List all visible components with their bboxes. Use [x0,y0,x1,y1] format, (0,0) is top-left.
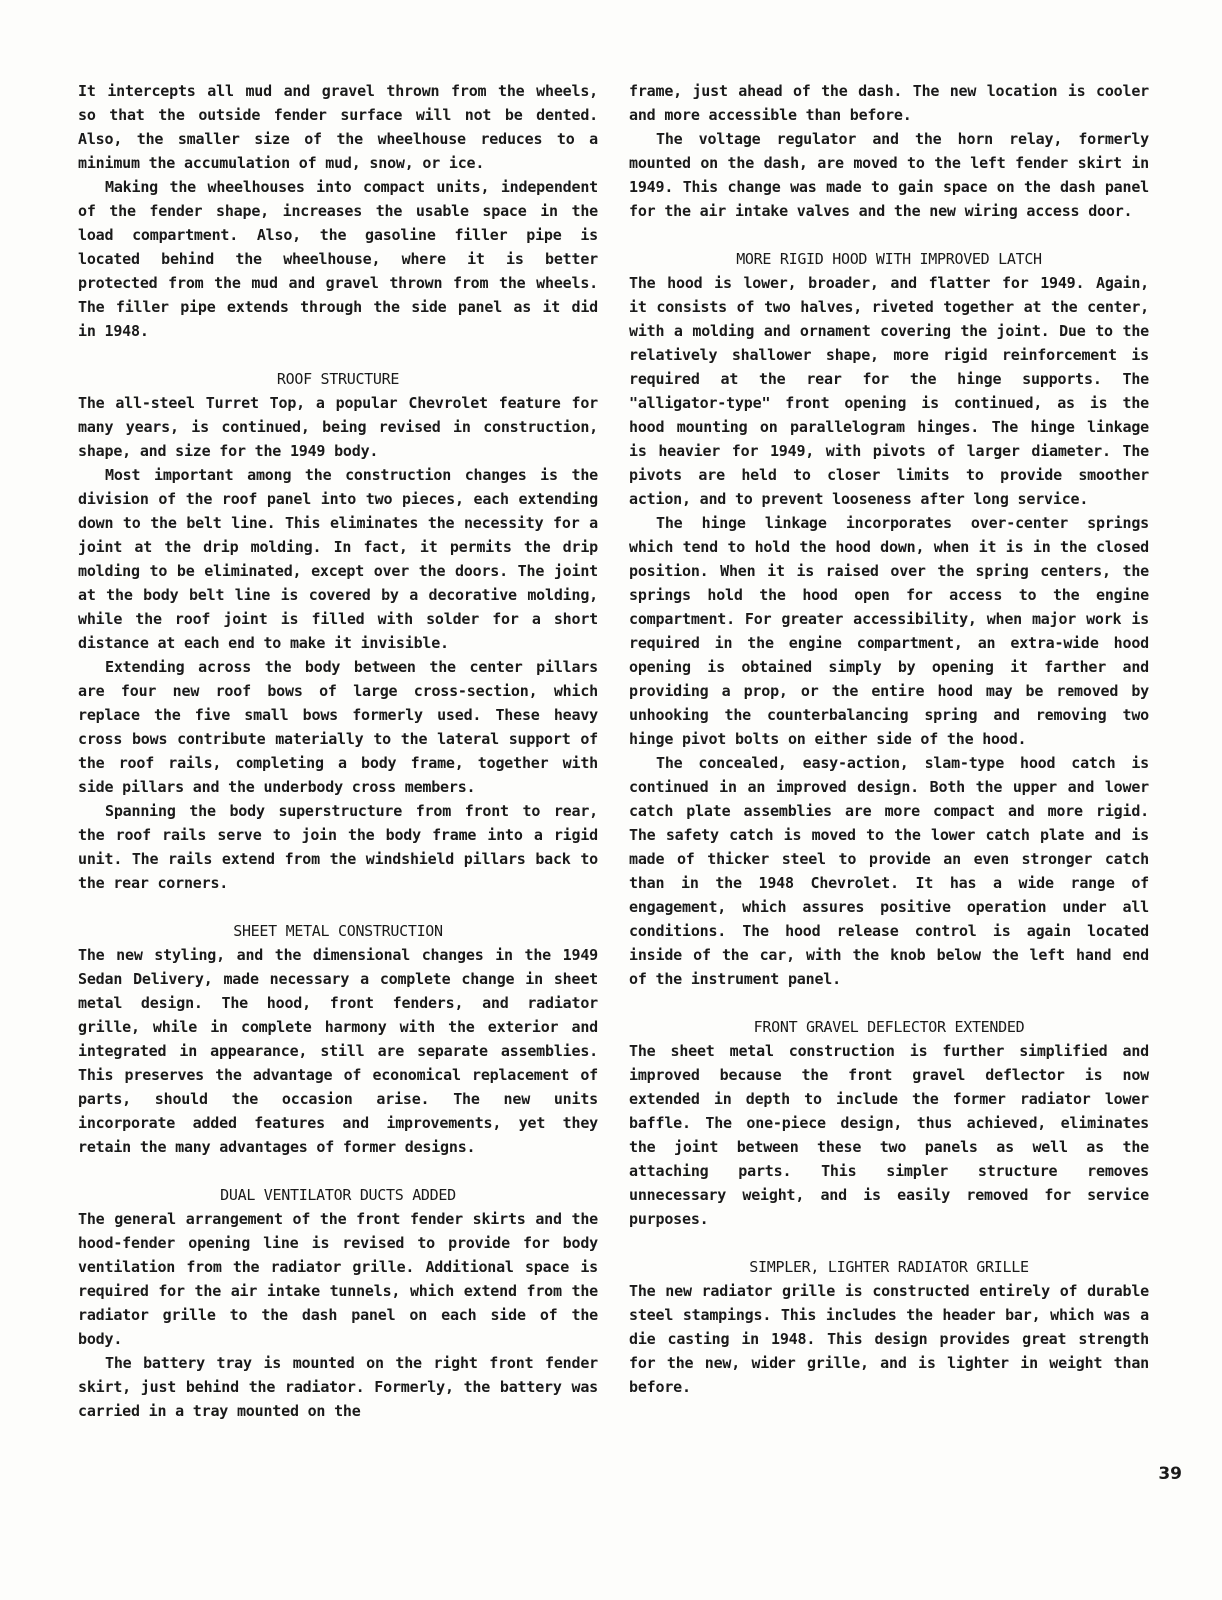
section-heading-dual-ventilator: DUAL VENTILATOR DUCTS ADDED [220,1186,456,1204]
paragraph: The voltage regulator and the horn relay, formerly mounted on the dash, are moved to the left fender skirt in 1949. This change was made to gain space on the dash panel for the air intake valves and the new wiring access door. [629,130,1149,220]
paragraph: It intercepts all mud and gravel thrown from the wheels, so that the outside fender surface will not be dented. Also, the smaller size of the wheelhouse reduces to a minimum the accumulation of mud, snow, or ice. [78,82,598,172]
paragraph: The hinge linkage incorporates over-center springs which tend to hold the hood down, when it is in the closed position. When it is raised over the spring centers, the springs hold the hood open for access to the engine compartment. For greater accessibility, when major work is required in the engine compartment, an extra-wide hood opening is obtained simply by opening it farther and providing a prop, or the entire hood may be removed by unhooking the counterbalancing spring and removing two hinge pivot bolts on either side of the hood. [629,514,1149,748]
paragraph: Spanning the body superstructure from front to rear, the roof rails serve to join the body frame into a rigid unit. The rails extend from the windshield pillars back to the rear corners. [78,802,598,892]
paragraph: Most important among the construction changes is the division of the roof panel into two pieces, each extending down to the belt line. This eliminates the necessity for a joint at the drip molding. In fact, it permits the drip molding to be eliminated, except over the doors. The joint at the body belt line is covered by a decorative molding, while the roof joint is filled with solder for a short distance at each end to make it invisible. [78,466,598,652]
paragraph: The new styling, and the dimensional changes in the 1949 Sedan Delivery, made necessary a complete change in sheet metal design. The hood, front fenders, and radiator grille, while in complete harmony with the exterior and integrated in appearance, still are separate assemblies. This preserves the advantage of economical replacement of parts, should the occasion arise. The new units incorporate added features and improvements, yet they retain the many advantages of former designs. [78,946,598,1156]
right-column [629,79,1149,1399]
paragraph: The new radiator grille is constructed entirely of durable steel stampings. This includes the header bar, which was a die casting in 1948. This design provides great strength for the new, wider grille, and is lighter in weight than before. [629,1282,1149,1396]
paragraph: Making the wheelhouses into compact units, independent of the fender shape, increases the usable space in the load compartment. Also, the gasoline filler pipe is located behind the wheelhouse, where it is better protected from the mud and gravel thrown from the wheels. The filler pipe extends through the side panel as it did in 1948. [78,178,598,340]
paragraph: Extending across the body between the center pillars are four new roof bows of large cross-section, which replace the five small bows formerly used. These heavy cross bows contribute materially to the lateral support of the roof rails, completing a body frame, together with side pillars and the underbody cross members. [78,658,598,796]
section-heading-radiator-grille: SIMPLER, LIGHTER RADIATOR GRILLE [749,1258,1029,1276]
left-column [78,79,598,1423]
section-heading-hood: MORE RIGID HOOD WITH IMPROVED LATCH [736,250,1042,268]
paragraph: The hood is lower, broader, and flatter for 1949. Again, it consists of two halves, riveted together at the center, with a molding and ornament covering the joint. Due to the relatively shallower shape, more rigid reinforcement is required at the rear for the hinge supports. The "alligator-type" front opening is continued, as is the hood mounting on parallelogram hinges. The hinge linkage is heavier for 1949, with pivots of larger diameter. The pivots are held to closer limits to provide smoother action, and to prevent looseness after long service. [629,274,1149,508]
paragraph: The concealed, easy-action, slam-type hood catch is continued in an improved design. Both the upper and lower catch plate assemblies are more compact and more rigid. The safety catch is moved to the lower catch plate and is made of thicker steel to provide an even stronger catch than in the 1948 Chevrolet. It has a wide range of engagement, which assures positive operation under all conditions. The hood release control is again located inside of the car, with the knob below the left hand end of the instrument panel. [629,754,1149,988]
paragraph: The general arrangement of the front fender skirts and the hood-fender opening line is revised to provide for body ventilation from the radiator grille. Additional space is required for the air intake tunnels, which extend from the radiator grille to the dash panel on each side of the body. [78,1210,598,1348]
section-heading-gravel-deflector: FRONT GRAVEL DEFLECTOR EXTENDED [753,1018,1025,1036]
paragraph: The sheet metal construction is further simplified and improved because the front gravel deflector is now extended in depth to include the former radiator lower baffle. The one-piece design, thus achieved, eliminates the joint between these two panels as well as the attaching parts. This simpler structure removes unnecessary weight, and is easily removed for service purposes. [629,1042,1149,1228]
section-heading-roof-structure: ROOF STRUCTURE [276,370,400,388]
paragraph: frame, just ahead of the dash. The new location is cooler and more accessible than before. [629,82,1149,124]
paragraph: The all-steel Turret Top, a popular Chevrolet feature for many years, is continued, being revised in construction, shape, and size for the 1949 body. [78,394,598,460]
paragraph: The battery tray is mounted on the right front fender skirt, just behind the radiator. Formerly, the battery was carried in a tray mounted on the [78,1354,598,1420]
section-heading-sheet-metal: SHEET METAL CONSTRUCTION [233,922,443,940]
page-number: 39 [1158,1464,1182,1484]
